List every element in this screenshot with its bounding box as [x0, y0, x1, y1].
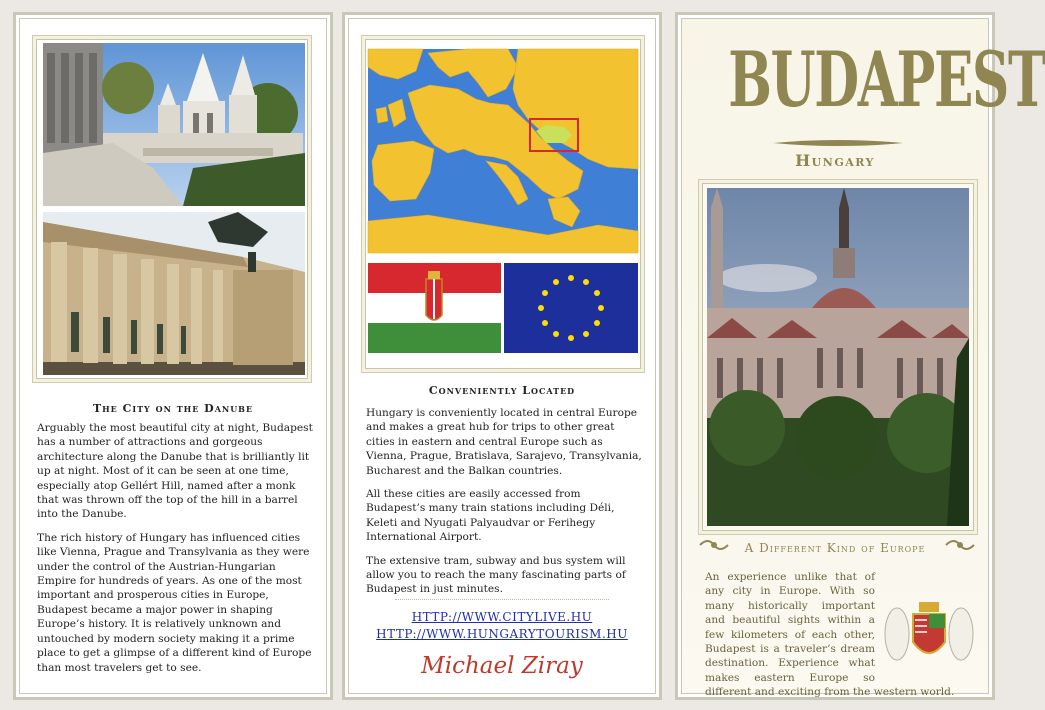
heroes-square-photo — [43, 212, 305, 375]
flourish-ornament-icon — [944, 537, 976, 553]
hungary-flag-icon — [368, 263, 501, 353]
coat-of-arms-icon — [883, 598, 975, 672]
middle-heading: Conveniently Located — [428, 384, 576, 397]
subtitle: Hungary — [795, 151, 875, 170]
europe-map — [368, 49, 638, 253]
title: BUDAPEST — [728, 35, 1045, 124]
intro-paragraph: An experience unlike that of any city in Europe. With so many historically important and beautiful sights within a few kilometers of each other, Budapest is a traveler’s dream destination. Experience what makes eastern Europe so different and exciting from the western world. — [705, 571, 955, 699]
left-body — [37, 421, 315, 684]
eu-flag-icon — [504, 263, 638, 353]
left-panel — [13, 12, 333, 700]
tagline: A Different Kind of Europe — [744, 541, 926, 555]
middle-paragraph: The extensive tram, subway and bus system will allow you to reach the many fascinating parts of Budapest in just minutes. — [366, 554, 626, 596]
middle-paragraph: Hungary is conveniently located in central Europe and makes a great hub for trips to other great cities in eastern and central Europe such as Vienna, Prague, Bratislava, Sarajevo, Transylvania, Bucharest and the Balkan countries. — [366, 407, 642, 477]
left-paragraph: The rich history of Hungary has influenced cities like Vienna, Prague and Transylvania as they were under the control of the Austrian-Hungarian Empire for hundreds of years. As one of the most important and prosperous cities in Europe, Budapest became a major power in shaping Europe’s history. It is relatively unknown and untouched by modern society making it a prime place to get a glimpse of a different kind of Europe than most travelers get to see. — [37, 531, 312, 674]
fishermans-bastion-photo — [43, 43, 305, 206]
parliament-photo — [707, 188, 969, 526]
right-panel — [675, 12, 1045, 700]
left-paragraph: Arguably the most beautiful city at night, Budapest has a number of attractions and gorgeous architecture along the Danube that is brilliantly lit up at night. Most of it can be seen at one time, especially atop Gellért Hill, named after a monk that was thrown off the top of the hill in a barrel into the Danube. — [37, 422, 313, 521]
divider — [395, 599, 609, 600]
intro-text — [705, 570, 975, 700]
author-signature: Michael Ziray — [421, 653, 583, 679]
middle-body — [366, 406, 642, 606]
flourish-ornament-icon — [773, 139, 903, 147]
links — [345, 609, 659, 643]
citylive-link[interactable]: HTTP://WWW.CITYLIVE.HU — [411, 610, 593, 624]
hungarytourism-link[interactable]: HTTP://WWW.HUNGARYTOURISM.HU — [376, 627, 628, 641]
left-heading: The City on the Danube — [92, 402, 254, 415]
middle-panel — [342, 12, 662, 700]
middle-paragraph: All these cities are easily accessed from Budapest’s many train stations including Déli, Keleti and Nyugati Palyaudvar or Ferihegy International Airport. — [366, 488, 615, 544]
